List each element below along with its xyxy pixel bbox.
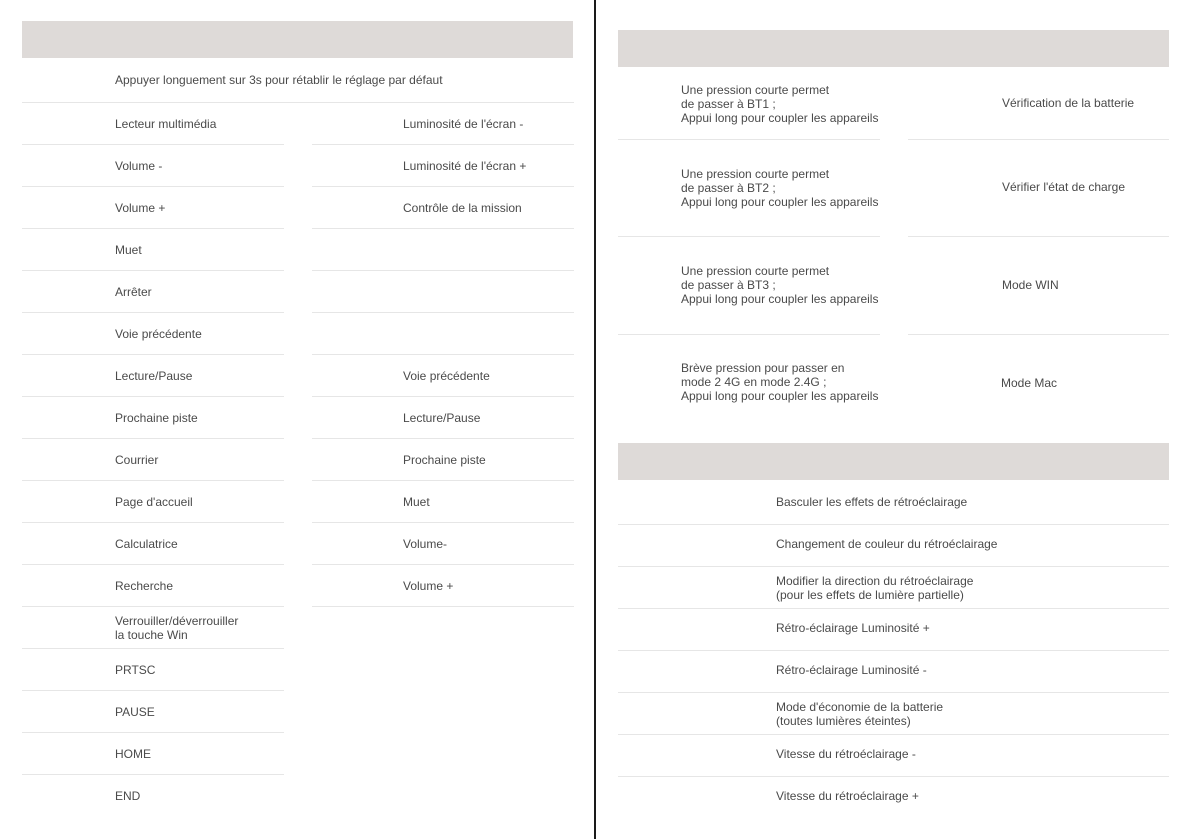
default-reset-text: Appuyer longuement sur 3s pour rétablir le réglage par défaut xyxy=(115,73,443,87)
table-row xyxy=(22,607,574,649)
mac-function-label: Volume + xyxy=(403,579,454,593)
table-row xyxy=(22,397,574,439)
table-row xyxy=(618,693,1169,735)
function-label: Verrouiller/déverrouiller la touche Win xyxy=(115,614,239,642)
function-label: Arrêter xyxy=(115,285,152,299)
table-row xyxy=(22,313,574,355)
function-label: Volume + xyxy=(115,201,166,215)
backlight-function-label: Rétro-éclairage Luminosité - xyxy=(776,663,927,677)
function-label: Recherche xyxy=(115,579,174,593)
table-row xyxy=(22,565,574,607)
battery-check-label: Vérification de la batterie xyxy=(1002,96,1135,110)
mac-function-label: Prochaine piste xyxy=(403,453,486,467)
win-mode-label: Mode WIN xyxy=(1002,278,1059,292)
table-row xyxy=(22,271,574,313)
table-row xyxy=(618,777,1169,819)
table-row xyxy=(22,481,574,523)
table-row xyxy=(22,187,574,229)
table-row xyxy=(618,567,1169,609)
mac-function-label: Voie précédente xyxy=(403,369,490,383)
bt1-instruction: Une pression courte permet de passer à BT1 ; Appui long pour coupler les appareils xyxy=(681,83,879,125)
table-row xyxy=(618,651,1169,693)
2-4g-instruction: Brève pression pour passer en mode 2 4G en mode 2.4G ; Appui long pour coupler les appareils xyxy=(681,361,879,403)
table-row xyxy=(22,145,574,187)
function-label: Page d'accueil xyxy=(115,495,193,509)
bt2-instruction: Une pression courte permet de passer à BT2 ; Appui long pour coupler les appareils xyxy=(681,167,879,209)
backlight-function-label: Basculer les effets de rétroéclairage xyxy=(776,495,968,509)
table-row xyxy=(618,525,1169,567)
function-label: Courrier xyxy=(115,453,159,467)
right-top-row xyxy=(618,237,1169,335)
backlight-function-label: Mode d'économie de la batterie (toutes lumières éteintes) xyxy=(776,700,944,728)
mac-function-label: Luminosité de l'écran + xyxy=(403,159,527,173)
mac-function-label: Muet xyxy=(403,495,430,509)
table-row xyxy=(22,439,574,481)
function-label: Lecteur multimédia xyxy=(115,117,217,131)
table-row xyxy=(618,609,1169,651)
right-top-row xyxy=(618,140,1169,237)
function-label: PRTSC xyxy=(115,663,156,677)
mac-function-label: Luminosité de l'écran - xyxy=(403,117,524,131)
function-label: Voie précédente xyxy=(115,327,202,341)
backlight-function-label: Vitesse du rétroéclairage + xyxy=(776,789,919,803)
function-label: Lecture/Pause xyxy=(115,369,193,383)
table-row xyxy=(22,103,574,145)
right-top-table-header xyxy=(618,30,1169,67)
left-table-header xyxy=(22,21,573,58)
right-bottom-table-header xyxy=(618,443,1169,480)
function-label: END xyxy=(115,789,141,803)
bt3-instruction: Une pression courte permet de passer à BT3 ; Appui long pour coupler les appareils xyxy=(681,264,879,306)
table-row xyxy=(22,355,574,397)
right-top-row xyxy=(618,67,1169,140)
table-row xyxy=(618,735,1169,777)
function-label: PAUSE xyxy=(115,705,155,719)
table-row xyxy=(22,775,574,817)
function-label: Prochaine piste xyxy=(115,411,198,425)
table-row xyxy=(618,483,1169,525)
mac-mode-label: Mode Mac xyxy=(1001,376,1058,390)
function-label: Calculatrice xyxy=(115,537,178,551)
function-label: Volume - xyxy=(115,159,163,173)
function-label: HOME xyxy=(115,747,151,761)
mac-function-label: Volume- xyxy=(403,537,448,551)
mac-function-label: Contrôle de la mission xyxy=(403,201,522,215)
backlight-function-label: Rétro-éclairage Luminosité + xyxy=(776,621,930,635)
backlight-function-label: Modifier la direction du rétroéclairage (pour les effets de lumière partielle) xyxy=(776,574,974,602)
backlight-function-label: Changement de couleur du rétroéclairage xyxy=(776,537,998,551)
backlight-function-label: Vitesse du rétroéclairage - xyxy=(776,747,916,761)
right-top-row xyxy=(618,335,1169,430)
function-label: Muet xyxy=(115,243,142,257)
table-row xyxy=(22,649,574,691)
table-row xyxy=(22,523,574,565)
page-divider xyxy=(594,0,596,839)
table-row xyxy=(22,691,574,733)
mac-function-label: Lecture/Pause xyxy=(403,411,481,425)
table-row xyxy=(22,229,574,271)
charge-status-label: Vérifier l'état de charge xyxy=(1002,180,1126,194)
table-row xyxy=(22,733,574,775)
